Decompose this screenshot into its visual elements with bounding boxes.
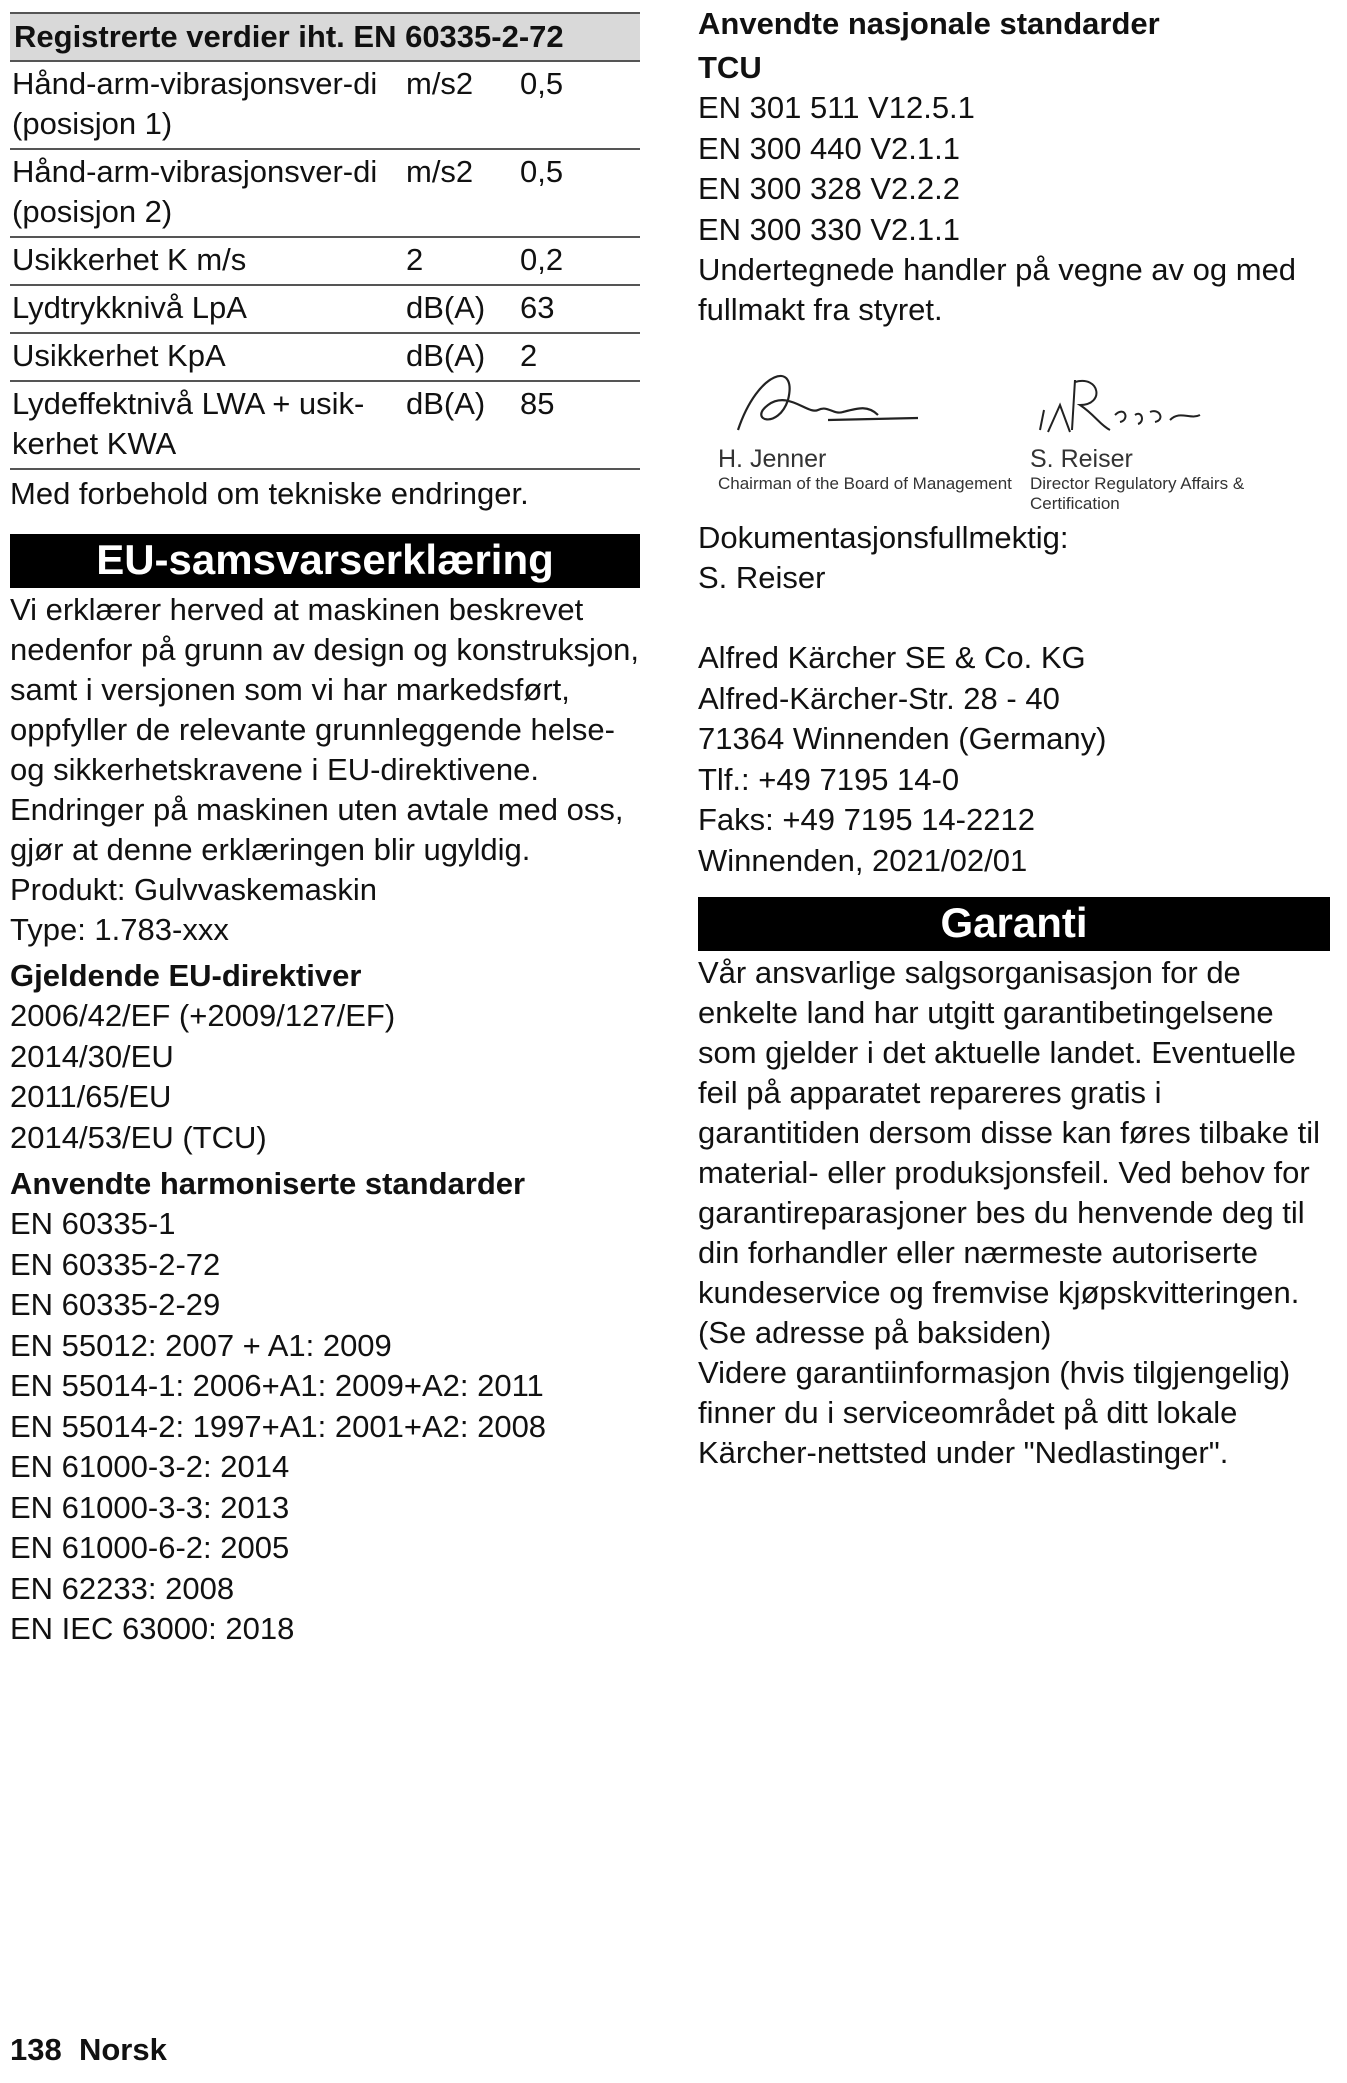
- list-item: EN 300 330 V2.1.1: [698, 211, 960, 247]
- list-item: EN 60335-2-72: [10, 1246, 221, 1282]
- table-row: [10, 285, 640, 333]
- param-cell: Usikkerhet K m/s: [10, 237, 404, 285]
- list-item: Tlf.: +49 7195 14-0: [698, 761, 960, 797]
- list-item: EN 60335-1: [10, 1206, 176, 1241]
- unit-cell: dB(A): [404, 333, 518, 381]
- national-standards-list: [698, 88, 1330, 250]
- eu-declaration-body: Vi erklærer herved at maskinen beskrevet nedenfor på grunn av design og konstruksjon, samt i versjonen som vi har markedsført, oppfyller de relevante grunnleggende helse- og sikkerhetskravene i EU-direktivene. Endringer på maskinen uten avtale med oss, gjør at denne erklæringen blir ugyldig.: [10, 592, 640, 867]
- directives-list: [10, 996, 640, 1158]
- left-column: [10, 0, 640, 1650]
- right-column: [698, 0, 1330, 1473]
- value-cell: 2: [518, 333, 640, 381]
- value-cell: 85: [518, 381, 640, 469]
- national-heading: Anvendte nasjonale standarder: [698, 6, 1160, 41]
- product-line: Produkt: Gulvvaskemaskin: [10, 872, 377, 907]
- list-item: EN 55014-1: 2006+A1: 2009+A2: 2011: [10, 1368, 544, 1403]
- warranty-more-info: Videre garantiinformasjon (hvis tilgjengelig) finner du i serviceområdet på ditt lokale Kärcher-nettsted under "Nedlastinger".: [698, 1355, 1291, 1470]
- value-cell: 0,2: [518, 237, 640, 285]
- unit-cell: dB(A): [404, 285, 518, 333]
- list-item: Alfred Kärcher SE & Co. KG: [698, 640, 1086, 675]
- list-item: Faks: +49 7195 14-2212: [698, 802, 1035, 837]
- signatory-name: S. Reiser: [1030, 445, 1133, 473]
- signature-block: [698, 330, 1330, 513]
- table-row: [10, 237, 640, 285]
- list-item: 2014/30/EU: [10, 1038, 174, 1074]
- footer-language: Norsk: [78, 2032, 167, 2067]
- spec-table: [10, 12, 640, 470]
- list-item: Winnenden, 2021/02/01: [698, 842, 1028, 878]
- unit-cell: m/s2: [404, 61, 518, 149]
- signatory-name: H. Jenner: [718, 445, 827, 473]
- list-item: EN 61000-3-3: 2013: [10, 1489, 290, 1525]
- list-item: EN 301 511 V12.5.1: [698, 90, 975, 125]
- mandate-text: Undertegnede handler på vegne av og med fullmakt fra styret.: [698, 252, 1297, 327]
- tcu-subheading: TCU: [698, 50, 762, 85]
- warranty-body: Vår ansvarlige salgsorganisasjon for de enkelte land har utgitt garantibetingelsene som gjelder i det aktuelle landet. Eventuelle feil på apparatet repareres gratis i garantitiden dersom disse kan føres tilbake til material- eller produksjonsfeil. Ved behov for garantireparasjoner bes du henvende deg til din forhandler eller nærmeste autoriserte kundeservice og fremvise kjøpskvitteringen.: [698, 955, 1321, 1310]
- signatory-role: Chairman of the Board of Management: [718, 474, 1012, 493]
- value-cell: 0,5: [518, 61, 640, 149]
- eu-declaration-heading: EU-samsvarserklæring: [10, 534, 640, 588]
- harmonised-list: [10, 1204, 640, 1650]
- type-line: Type: 1.783-xxx: [10, 912, 229, 947]
- signature-reiser: [1030, 360, 1330, 514]
- list-item: EN 60335-2-29: [10, 1287, 221, 1322]
- list-item: EN 55012: 2007 + A1: 2009: [10, 1327, 392, 1363]
- list-item: 2006/42/EF (+2009/127/EF): [10, 998, 396, 1033]
- param-cell: Usikkerhet KpA: [10, 333, 404, 381]
- list-item: EN 300 328 V2.2.2: [698, 171, 960, 206]
- page-number: 138: [10, 2032, 62, 2067]
- signatory-role: Director Regulatory Affairs & Certification: [1030, 474, 1245, 513]
- table-row: [10, 333, 640, 381]
- list-item: 2011/65/EU: [10, 1079, 172, 1114]
- list-item: EN 61000-6-2: 2005: [10, 1530, 290, 1565]
- list-item: 71364 Winnenden (Germany): [698, 721, 1107, 756]
- tech-change-note: Med forbehold om tekniske endringer.: [10, 476, 529, 511]
- table-row: [10, 61, 640, 149]
- harmonised-heading: Anvendte harmoniserte standarder: [10, 1166, 526, 1201]
- list-item: EN 61000-3-2: 2014: [10, 1449, 290, 1484]
- list-item: Alfred-Kärcher-Str. 28 - 40: [698, 680, 1060, 716]
- param-cell: Lydeffektnivå LWA + usik-kerhet KWA: [10, 381, 404, 469]
- warranty-see-address: (Se adresse på baksiden): [698, 1315, 1052, 1350]
- spec-table-title: Registrerte verdier iht. EN 60335-2-72: [10, 13, 640, 61]
- value-cell: 63: [518, 285, 640, 333]
- handwritten-signature-jenner: [718, 360, 938, 450]
- unit-cell: 2: [404, 237, 518, 285]
- unit-cell: dB(A): [404, 381, 518, 469]
- signature-jenner: [718, 360, 1012, 494]
- list-item: EN 55014-2: 1997+A1: 2001+A2: 2008: [10, 1408, 547, 1444]
- list-item: EN 62233: 2008: [10, 1570, 235, 1606]
- param-cell: Hånd-arm-vibrasjonsver-di (posisjon 2): [10, 149, 404, 237]
- table-row: [10, 381, 640, 469]
- param-cell: Lydtrykknivå LpA: [10, 285, 404, 333]
- directives-heading: Gjeldende EU-direktiver: [10, 958, 362, 993]
- page-footer: [10, 2032, 167, 2068]
- list-item: EN IEC 63000: 2018: [10, 1611, 295, 1646]
- address-block: [698, 638, 1330, 881]
- param-cell: Hånd-arm-vibrasjonsver-di (posisjon 1): [10, 61, 404, 149]
- unit-cell: m/s2: [404, 149, 518, 237]
- documentation-name: S. Reiser: [698, 560, 826, 595]
- list-item: EN 300 440 V2.1.1: [698, 130, 960, 166]
- list-item: 2014/53/EU (TCU): [10, 1119, 267, 1155]
- table-row: [10, 149, 640, 237]
- documentation-label: Dokumentasjonsfullmektig:: [698, 520, 1069, 555]
- handwritten-signature-reiser: [1030, 360, 1230, 450]
- warranty-heading: Garanti: [698, 897, 1330, 951]
- value-cell: 0,5: [518, 149, 640, 237]
